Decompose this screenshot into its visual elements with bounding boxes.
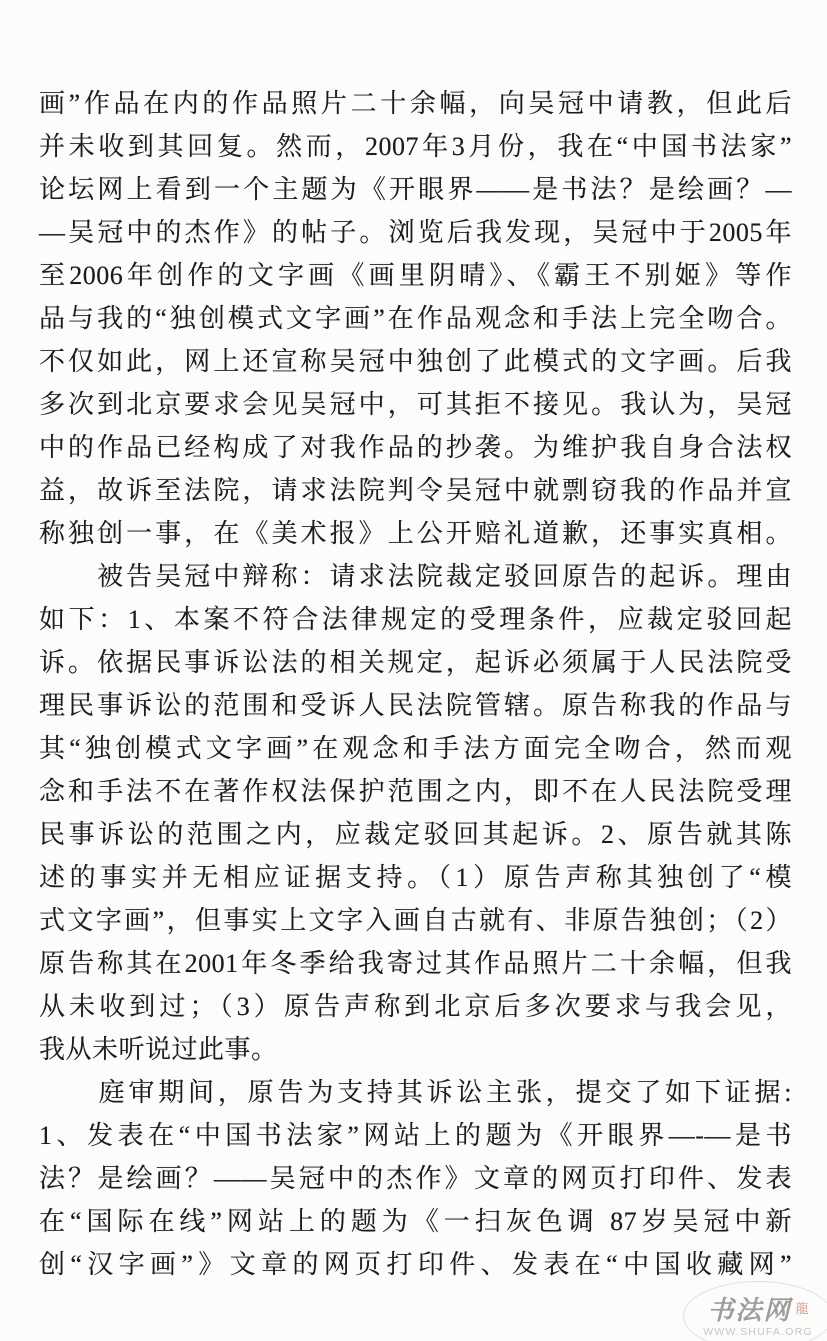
document-line: 理民事诉讼的范围和受诉人民法院管辖。原告称我的作品与 — [39, 691, 792, 720]
document-line: 称独创一事，在《美术报》上公开赔礼道歉，还事实真相。 — [39, 519, 792, 548]
document-line: 如下：1、本案不符合法律规定的受理条件，应裁定驳回起 — [39, 605, 792, 634]
document-line-paragraph-start: 庭审期间，原告为支持其诉讼主张，提交了如下证据: — [39, 1078, 792, 1107]
document-line: 并未收到其回复。然而，2007年3月份，我在“中国书法家” — [39, 132, 792, 161]
document-line-paragraph-start: 被告吴冠中辩称：请求法院裁定驳回原告的起诉。理由 — [39, 562, 792, 591]
document-text-block — [39, 82, 792, 1286]
document-line: 多次到北京要求会见吴冠中，可其拒不接见。我认为，吴冠 — [39, 390, 792, 419]
watermark-site-name: 书法网 — [707, 1295, 792, 1325]
document-line: 在“国际在线”网站上的题为《一扫灰色调 87岁吴冠中新 — [39, 1207, 792, 1236]
document-line: 创“汉字画”》文章的网页打印件、发表在“中国收藏网” — [39, 1250, 792, 1279]
document-line: 画”作品在内的作品照片二十余幅，向吴冠中请教，但此后 — [39, 89, 792, 118]
watermark-url: WWW.SHUFA.ORG — [703, 1325, 813, 1338]
document-line: 原告称其在2001年冬季给我寄过其作品照片二十余幅，但我 — [39, 949, 792, 978]
document-line: 不仅如此，网上还宣称吴冠中独创了此模式的文字画。后我 — [39, 347, 792, 376]
shufa-watermark — [683, 1281, 827, 1341]
document-line: 益，故诉至法院，请求法院判令吴冠中就剽窃我的作品并宣 — [39, 476, 792, 505]
document-line: 1、发表在“中国书法家”网站上的题为《开眼界—-—是书 — [39, 1121, 792, 1150]
watermark-row — [707, 1297, 808, 1325]
document-line: 品与我的“独创模式文字画”在作品观念和手法上完全吻合。 — [39, 304, 792, 333]
document-line: 法？是绘画？——吴冠中的杰作》文章的网页打印件、发表 — [39, 1164, 792, 1193]
document-line: 论坛网上看到一个主题为《开眼界——是书法？是绘画？— — [39, 175, 792, 204]
document-line: 中的作品已经构成了对我作品的抄袭。为维护我自身合法权 — [39, 433, 792, 462]
document-line: 其“独创模式文字画”在观念和手法方面完全吻合，然而观 — [39, 734, 792, 763]
document-line-paragraph-end: 我从未听说过此事。 — [39, 1035, 278, 1064]
document-line: —吴冠中的杰作》的帖子。浏览后我发现，吴冠中于2005年 — [39, 218, 792, 247]
document-line: 从未收到过；（3）原告声称到北京后多次要求与我会见， — [39, 992, 792, 1021]
document-line: 念和手法不在著作权法保护范围之内，即不在人民法院受理 — [39, 777, 792, 806]
document-line: 诉。依据民事诉讼法的相关规定，起诉必须属于人民法院受 — [39, 648, 792, 677]
document-line: 民事诉讼的范围之内，应裁定驳回其起诉。2、原告就其陈 — [39, 820, 792, 849]
document-line: 至2006年创作的文字画《画里阴晴》、《霸王不别姬》等作 — [39, 261, 792, 290]
seal-icon: 龍 — [795, 1301, 809, 1316]
document-line: 式文字画”，但事实上文字入画自古就有、非原告独创；（2） — [39, 906, 792, 935]
document-line: 述的事实并无相应证据支持。（1）原告声称其独创了“模 — [39, 863, 792, 892]
